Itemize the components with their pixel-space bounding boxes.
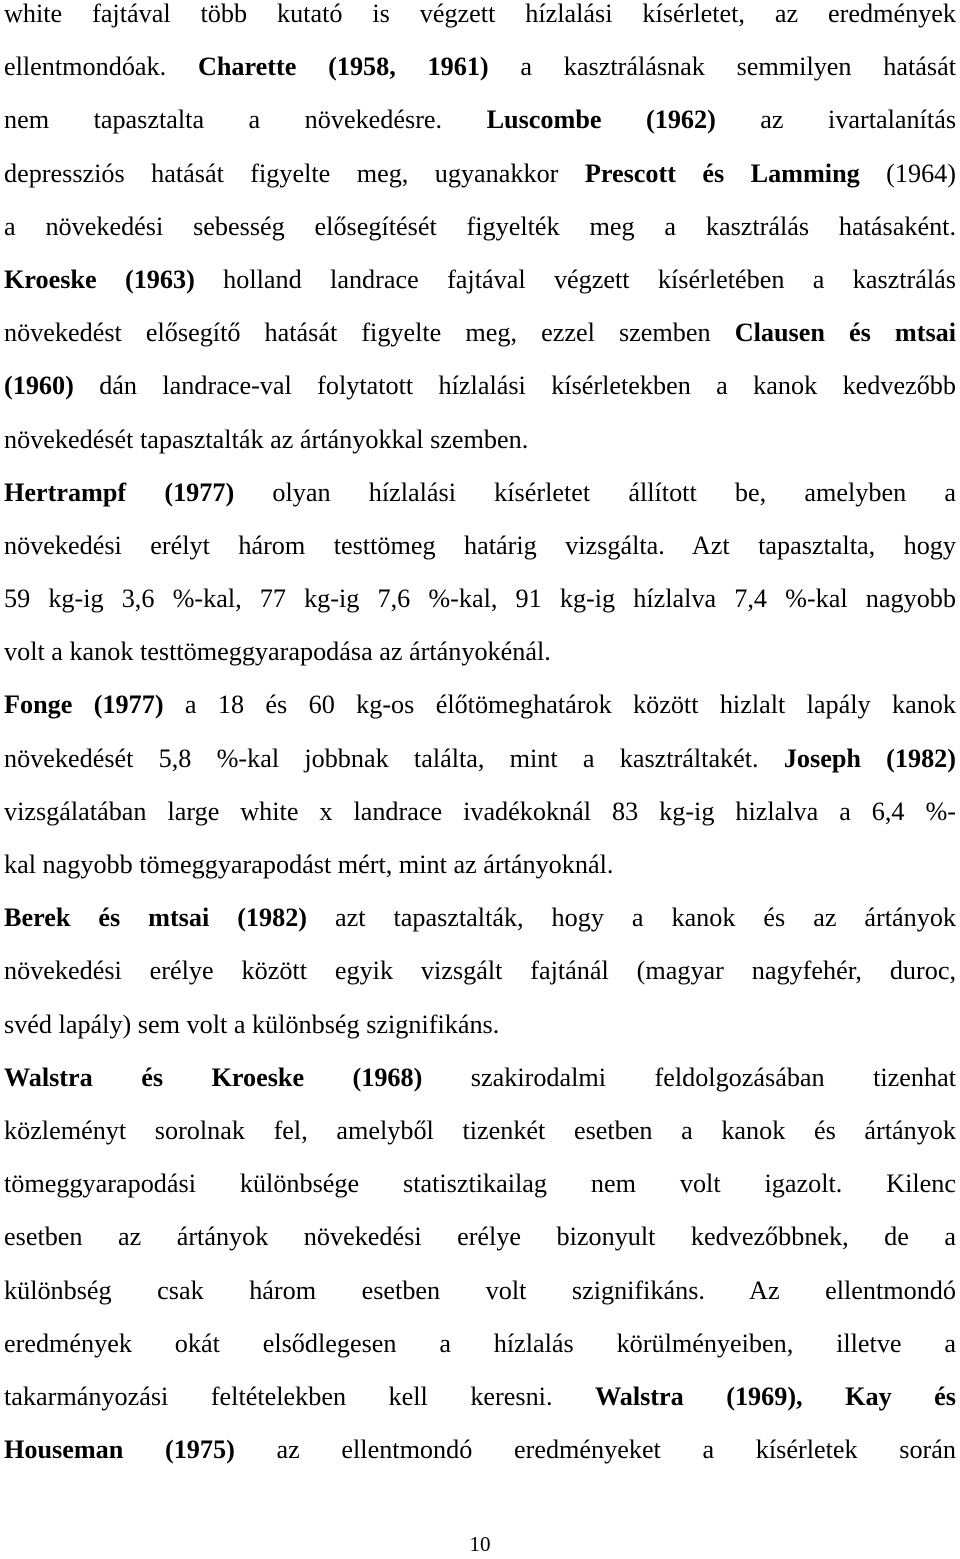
text-run: a 18 és 60 kg-os élőtömeghatárok között hizlalt lapály kanok — [163, 690, 956, 720]
text-run: növekedési erélyt három testtömeg határig vizsgálta. Azt tapasztalta, hogy — [4, 530, 956, 560]
citation-bold: Walstra és Kroeske (1968) — [4, 1062, 423, 1092]
text-run: vizsgálatában large white x landrace ivadékoknál 83 kg-ig hizlalva a 6,4 %- — [4, 796, 956, 826]
text-line — [4, 678, 956, 731]
text-line — [4, 944, 956, 997]
text-line — [4, 1264, 956, 1317]
citation-bold: Fonge (1977) — [4, 690, 164, 720]
text-run: az ellentmondó eredményeket a kísérletek során — [234, 1435, 956, 1465]
text-run: takarmányozási feltételekben kell keresni. — [4, 1381, 595, 1411]
text-run: azt tapasztalták, hogy a kanok és az ártányok — [307, 903, 957, 933]
text-line — [4, 359, 956, 412]
body-text — [4, 0, 956, 1476]
text-line — [4, 519, 956, 572]
text-run: különbség csak három esetben volt szignifikáns. Az ellentmondó — [4, 1275, 956, 1305]
text-run: olyan hízlalási kísérletet állított be, amelyben a — [234, 477, 956, 507]
text-run: tömeggyarapodási különbsége statisztikailag nem volt igazolt. Kilenc — [4, 1169, 956, 1199]
text-run: depressziós hatását figyelte meg, ugyanakkor — [4, 158, 585, 188]
text-line — [4, 838, 956, 891]
text-line — [4, 625, 956, 678]
citation-bold: Joseph (1982) — [783, 743, 956, 773]
text-run: esetben az ártányok növekedési erélye bizonyult kedvezőbbnek, de a — [4, 1222, 956, 1252]
text-line — [4, 732, 956, 785]
citation-bold: Houseman (1975) — [4, 1435, 235, 1465]
paragraph — [4, 891, 956, 1051]
page-number: 10 — [469, 1532, 491, 1556]
text-run: növekedését 5,8 %-kal jobbnak találta, mint a kasztráltakét. — [4, 743, 784, 773]
citation-bold: Hertrampf (1977) — [4, 477, 235, 507]
text-line — [4, 1051, 956, 1104]
document-page — [4, 0, 956, 1476]
paragraph — [4, 678, 956, 891]
text-line — [4, 785, 956, 838]
citation-bold: (1960) — [4, 371, 74, 401]
text-line — [4, 306, 956, 359]
text-run: az ivartalanítás — [715, 105, 957, 135]
text-run: növekedését tapasztalták az ártányokkal szemben. — [4, 424, 529, 454]
text-line — [4, 1370, 956, 1423]
paragraph — [4, 466, 956, 679]
text-line — [4, 0, 956, 40]
text-line — [4, 200, 956, 253]
text-run: ellentmondóak. — [4, 52, 198, 82]
text-line — [4, 93, 956, 146]
text-line — [4, 1104, 956, 1157]
text-run: holland landrace fajtával végzett kísérletében a kasztrálás — [194, 264, 956, 294]
text-run: a növekedési sebesség elősegítését figyelték meg a kasztrálás hatásaként. — [4, 211, 956, 241]
citation-bold: Walstra (1969), Kay és — [595, 1381, 956, 1411]
text-line — [4, 40, 956, 93]
paragraph — [4, 1051, 956, 1477]
text-run: svéd lapály) sem volt a különbség szignifikáns. — [4, 1009, 500, 1039]
text-line — [4, 1317, 956, 1370]
citation-bold: Clausen és mtsai — [734, 318, 956, 348]
text-run: dán landrace-val folytatott hízlalási kísérletekben a kanok kedvezőbb — [73, 371, 956, 401]
text-run: közleményt sorolnak fel, amelyből tizenkét esetben a kanok és ártányok — [4, 1115, 956, 1145]
text-line — [4, 998, 956, 1051]
text-run: (1964) — [859, 158, 956, 188]
text-run: nem tapasztalta a növekedésre. — [4, 105, 487, 135]
text-line — [4, 891, 956, 944]
citation-bold: Prescott és Lamming — [584, 158, 860, 188]
text-run: kal nagyobb tömeggyarapodást mért, mint az ártányoknál. — [4, 850, 614, 879]
citation-bold: Berek és mtsai (1982) — [4, 903, 308, 933]
text-run: szakirodalmi feldolgozásában tizenhat — [422, 1062, 956, 1092]
text-line — [4, 413, 956, 466]
text-run: növekedési erélye között egyik vizsgált fajtánál (magyar nagyfehér, duroc, — [4, 956, 956, 986]
text-run: volt a kanok testtömeggyarapodása az ártányokénál. — [4, 637, 551, 667]
text-run: a kasztrálásnak semmilyen hatását — [488, 52, 956, 82]
text-run: növekedést elősegítő hatását figyelte meg, ezzel szemben — [4, 318, 735, 348]
text-run: 59 kg-ig 3,6 %-kal, 77 kg-ig 7,6 %-kal, 91 kg-ig hízlalva 7,4 %-kal nagyobb — [4, 584, 956, 614]
text-line — [4, 466, 956, 519]
text-line — [4, 572, 956, 625]
text-line — [4, 1423, 956, 1476]
paragraph — [4, 0, 956, 466]
citation-bold: Kroeske (1963) — [4, 264, 195, 294]
text-line — [4, 1157, 956, 1210]
text-line — [4, 1210, 956, 1263]
text-run: eredmények okát elsődlegesen a hízlalás körülményeiben, illetve a — [4, 1328, 956, 1358]
text-line — [4, 147, 956, 200]
citation-bold: Charette (1958, 1961) — [197, 52, 489, 82]
text-line — [4, 253, 956, 306]
citation-bold: Luscombe (1962) — [486, 105, 716, 135]
text-run: white fajtával több kutató is végzett hízlalási kísérletet, az eredmények — [4, 0, 956, 28]
